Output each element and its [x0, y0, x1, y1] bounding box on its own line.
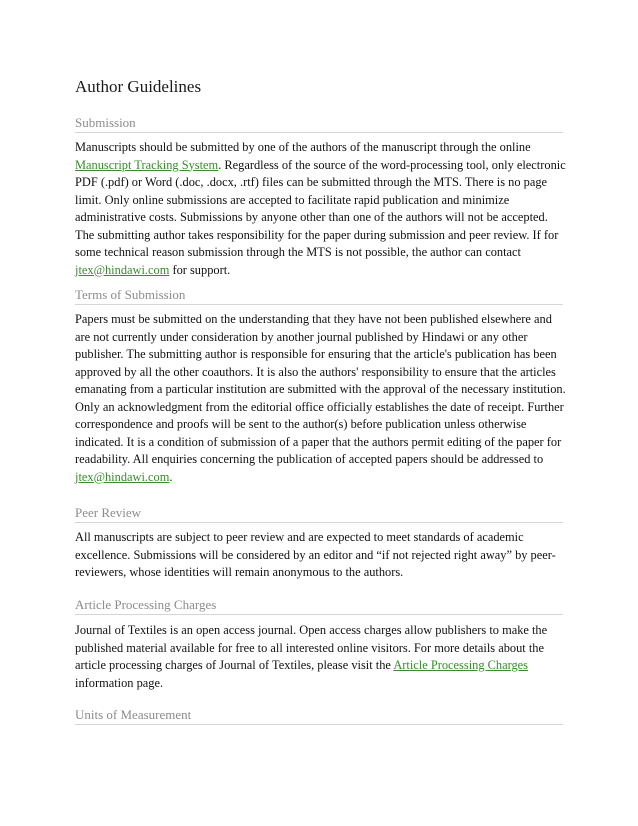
submission-paragraph: [75, 139, 567, 279]
apc-text-2: information page.: [75, 675, 164, 690]
terms-text-2: .: [169, 469, 173, 484]
submission-text-3: for support.: [169, 262, 231, 277]
enquiries-email-link[interactable]: jtex@hindawi.com: [75, 469, 170, 484]
submission-text-1: Manuscripts should be submitted by one of the authors of the manuscript through the online: [75, 140, 531, 154]
section-heading-submission: Submission: [75, 115, 563, 133]
apc-paragraph: [75, 622, 567, 692]
section-heading-units: Units of Measurement: [75, 707, 563, 725]
terms-paragraph: [75, 311, 567, 486]
article-processing-charges-link[interactable]: Article Processing Charges: [393, 658, 529, 672]
peer-review-paragraph: All manuscripts are subject to peer review and are expected to meet standards of academic excellence. Submissions will be considered by an editor and “if not rejected right away” by peer-reviewers, whose identities will remain anonymous to the authors.: [75, 530, 556, 579]
section-heading-apc: Article Processing Charges: [75, 597, 563, 615]
support-email-link[interactable]: jtex@hindawi.com: [75, 262, 170, 277]
terms-text-1: Papers must be submitted on the understanding that they have not been published elsewhere and are not currently under consideration by another journal published by Hindawi or any other publisher. The submitting author is responsible for ensuring that the article's publication has been approved by all the other coauthors. It is also the authors' responsibility to ensure that the articles emanating from a particular institution are submitted with the approval of the necessary institution. Only an acknowledgment from the editorial office officially establishes the date of receipt. Further correspondence and proofs will be sent to the author(s) before publication unless otherwise indicated. It is a condition of submission of a paper that the authors permit editing of the paper for readability. All enquiries concerning the publication of accepted papers should be addressed to: [75, 312, 566, 466]
submission-text-2: . Regardless of the source of the word-processing tool, only electronic PDF (.pdf) or Word (.doc, .docx, .rtf) files can be submitted through the MTS. There is no page limit. Only online submissions are accepted to facilitate rapid publication and minimize administrative costs. Submissions by anyone other than one of the authors will not be accepted. The submitting author takes responsibility for the paper during submission and peer review. If for some technical reason submission through the MTS is not possible, the author can contact: [75, 157, 566, 259]
apc-text-1: Journal of Textiles is an open access journal. Open access charges allow publishers to make the published material available for free to all interested online visitors. For more details about the article processing charges of Journal of Textiles, please visit the: [75, 623, 548, 672]
page-title: Author Guidelines: [75, 77, 202, 96]
manuscript-tracking-system-link[interactable]: Manuscript Tracking System: [75, 157, 219, 172]
section-heading-peer-review: Peer Review: [75, 505, 563, 523]
section-heading-terms: Terms of Submission: [75, 287, 563, 305]
